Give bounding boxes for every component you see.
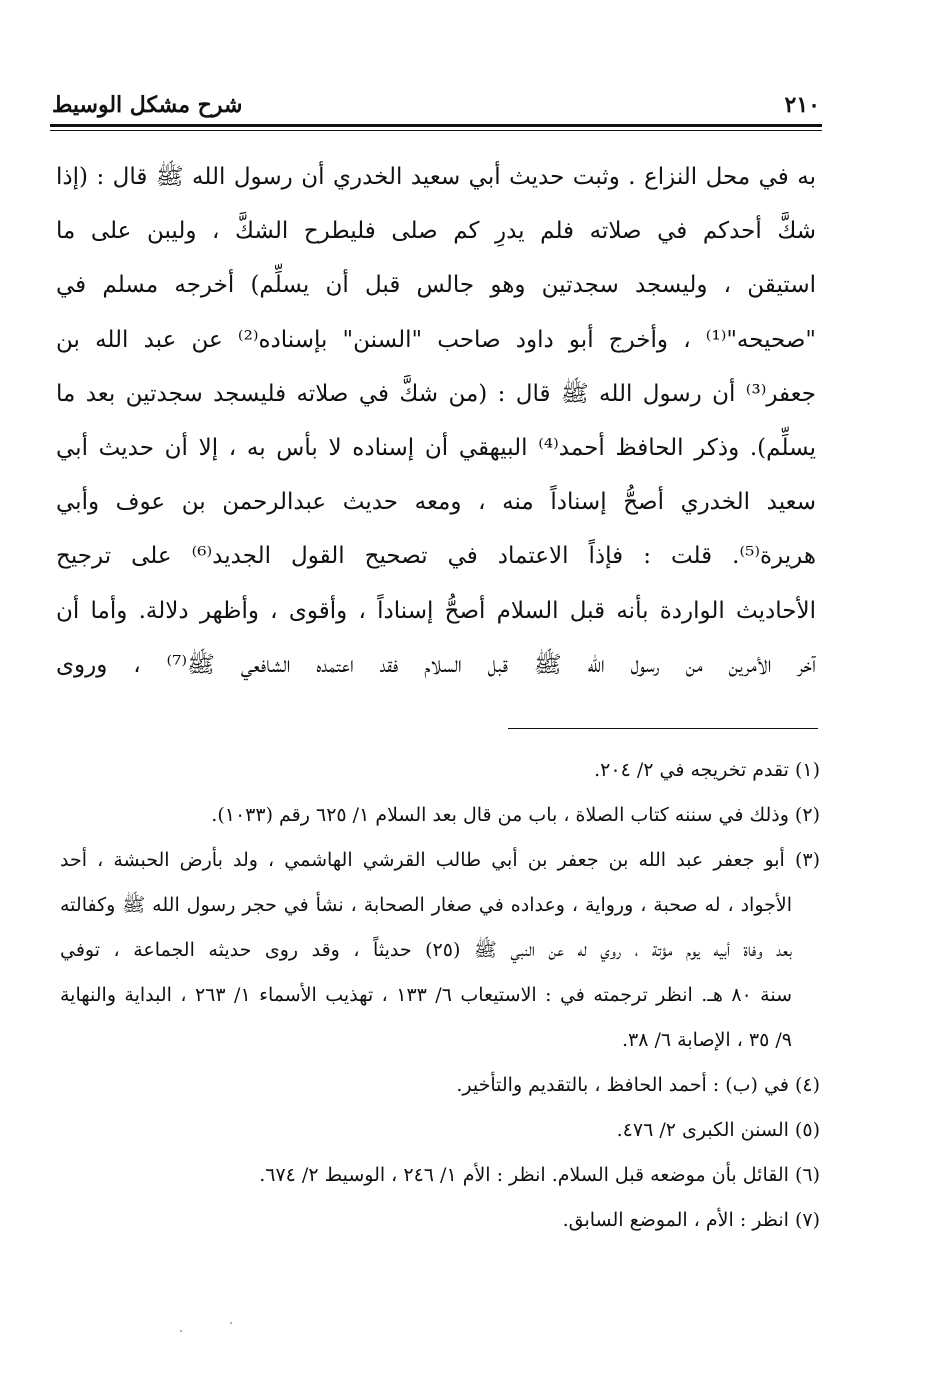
page-number: ٢١٠ <box>784 92 820 118</box>
header-rule <box>50 124 822 127</box>
footnote-3-line: سنة ٨٠ هـ. انظر ترجمته في : الاستيعاب ٦/ ١٣٣ ، تهذيب الأسماء ١/ ٢٦٣ ، البداية والنهاية <box>60 984 793 1006</box>
footnote-6: (٦) القائل بأن موضعه قبل السلام. انظر : الأم ١/ ٢٤٦ ، الوسيط ٢/ ٦٧٤. <box>259 1164 820 1186</box>
text-line: جعفر⁽³⁾ أن رسول الله ﷺ قال : (من شكَّ في صلاته فليسجد سجدتين بعد ما <box>56 380 816 407</box>
footnote-separator <box>508 728 818 729</box>
main-text-block <box>56 150 816 692</box>
text-line: "صحيحه"⁽¹⁾ ، وأخرج أبو داود صاحب "السنن" بإسناده⁽²⁾ عن عبد الله بن <box>56 326 816 353</box>
footnote-3-line: ٩/ ٣٥ ، الإصابة ٦/ ٣٨. <box>622 1029 792 1051</box>
running-title: شرح مشكل الوسيط <box>52 92 243 118</box>
footnote-4: (٤) في (ب) : أحمد الحافظ ، بالتقديم والتأخير. <box>456 1074 820 1096</box>
text-line: شكَّ أحدكم في صلاته فلم يدرِ كم صلى فليطرح الشكَّ ، وليبن على ما <box>56 218 816 245</box>
text-line: به في محل النزاع . وثبت حديث أبي سعيد الخدري أن رسول الله ﷺ قال : (إذا <box>56 164 816 190</box>
footnote-1: (١) تقدم تخريجه في ٢/ ٢٠٤. <box>594 759 820 781</box>
text-line: الأحاديث الواردة بأنه قبل السلام أصحُّ إسناداً ، وأقوى ، وأظهر دلالة. وأما أن <box>56 597 816 624</box>
scan-speck <box>180 1330 182 1332</box>
page-header <box>52 88 820 124</box>
text-line: سعيد الخدري أصحُّ إسناداً منه ، ومعه حديث عبدالرحمن بن عوف وأبي <box>56 489 816 516</box>
text-line: هريرة⁽⁵⁾. قلت : فإذاً الاعتماد في تصحيح القول الجديد⁽⁶⁾ على ترجيح <box>56 543 816 570</box>
footnote-2: (٢) وذلك في سننه كتاب الصلاة ، باب من قال بعد السلام ١/ ٦٢٥ رقم (١٠٣٣). <box>211 804 820 826</box>
scan-speck <box>230 1322 232 1324</box>
footnote-3-line: بعد وفاة أبيه يوم مؤتة ، روي له عن النبي ﷺ (٢٥) حديثاً ، وقد روى حديثه الجماعة ، توفي <box>60 939 792 961</box>
footnotes-block <box>60 748 820 1243</box>
footnote-5: (٥) السنن الكبرى ٢/ ٤٧٦. <box>616 1119 820 1141</box>
text-line: استيقن ، وليسجد سجدتين وهو جالس قبل أن يسلِّم) أخرجه مسلم في <box>56 272 816 299</box>
text-line: يسلِّم). وذكر الحافظ أحمد⁽⁴⁾ البيهقي أن إسناده لا بأس به ، إلا أن حديث أبي <box>56 434 816 461</box>
footnote-3-line: (٣) أبو جعفر عبد الله بن جعفر بن أبي طالب القرشي الهاشمي ، ولد بأرض الحبشة ، أحد <box>60 849 820 871</box>
footnote-7: (٧) انظر : الأم ، الموضع السابق. <box>562 1209 820 1231</box>
text-line: آخر الأمرين من رسول الله ﷺ قبل السلام فقد اعتمده الشافعي ﷺ⁽⁷⁾ ، وروى <box>56 651 816 678</box>
footnote-3-line: الأجواد ، له صحبة ، ورواية ، وعداده في صغار الصحابة ، نشأ في حجر رسول الله ﷺ وكفالته <box>60 894 792 916</box>
header-rule-thin <box>50 130 822 131</box>
